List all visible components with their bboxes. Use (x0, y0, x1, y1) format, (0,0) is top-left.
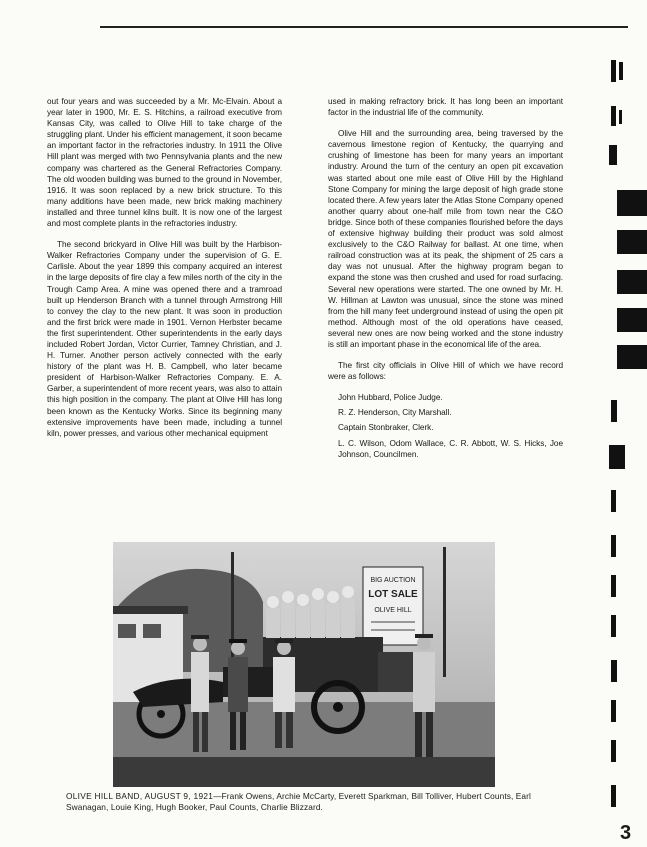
official-item: L. C. Wilson, Odom Wallace, C. R. Abbott, W. S. Hicks, Joe Johnson, Councilmen. (338, 438, 563, 459)
right-paragraph-3: The first city officials in Olive Hill of which we have record were as follows: (328, 361, 563, 382)
left-column (47, 96, 282, 449)
official-item: R. Z. Henderson, City Marshall. (338, 408, 452, 418)
right-column (328, 96, 563, 464)
auction-sign (363, 567, 423, 645)
photo-illustration (113, 542, 495, 787)
right-paragraph-1: used in making refractory brick. It has long been an important factor in the industrial life of the community. (328, 97, 563, 118)
sign-line-2: LOT SALE (368, 589, 418, 600)
spiral-binding-edge (607, 40, 647, 820)
sign-line-3: OLIVE HILL (374, 607, 412, 614)
official-item: Captain Stonbraker, Clerk. (338, 423, 434, 433)
sign-line-1: BIG AUCTION (370, 577, 416, 584)
right-paragraph-2: Olive Hill and the surrounding area, being traversed by the cavernous limestone region of Kentucky, the quarrying and crushing of limestone has been for many years an important industry. Around the turn of the century an open pit excavation was started about one mile east of Olive Hill by the Highland Stone Company for mining the large deposit of high grade stone located there. A few years later the Atlas Stone Company opened another quarry about one-half mile from town near the C&O bridge. Since both of these companies flourished before the days of extensive highway building their product was sold almost exclusively to the C&O Railway for ballast. At one time, when railroad construction was at its peak, the shipment of 25 cars a day was not unusual. After the highway program began to expand the stone was then crushed and used for road surfacing. Several new operations were started. The one owned by Mr. H. W. Hillman at Lawton was unusual, since the stone was mined from the hill many feet underground instead of using the open pit method. Although most of the old operations have ceased, several new ones are now being worked and the stone industry is still an important phase in the economical life of the area. (328, 129, 563, 349)
left-paragraph-1: out four years and was succeeded by a Mr. Mc-Elvain. About a year later in 1900, Mr. E. S. Hitchins, a railroad executive from Kansas City, was called to Olive Hill to take charge of the struggling plant. Under his efficient management, it soon became an important factor in the refractories industry. In 1911 the Olive Hill plant was merged with two Pennsylvania plants and the new company was chartered as the General Refractories Company. The old wooden building was burned to the ground in November, 1916. It was soon replaced by a new brick structure. To this many additions have been made, new brick making machinery installed and three tunnel kilns built. It is now one of the largest and most complete plants in the refractories industry. (47, 97, 282, 229)
photo-caption (66, 791, 566, 813)
band-photograph (113, 542, 495, 787)
officials-list (328, 392, 563, 459)
top-rule (100, 26, 628, 28)
left-paragraph-2: The second brickyard in Olive Hill was built by the Harbison-Walker Refractories Company under the supervision of G. E. Carlisle. About the year 1899 this company acquired an interest in the large deposits of fire clay a few miles north of the city in the Trough Camp Area. A mine was opened there and a tramroad built up Henderson Branch with a tunnel through Armstrong Hill to convey the clay to the new plant. It was soon in production and the first brick were made in 1901. Vernon Herbster became the first superintendent. Other superintendents in the early days included Robert Jordan, Victor Currier, Tamney Christian, and J. H. Turner. Another person actively connected with the early history of the plant was H. B. Campbell, who later became president of Harbison-Walker Refractories Company. E. A. Garber, a superintendent of more recent years, was also to attain this high position in the company. The plant at Olive Hill has long been known as the Kentucky Works. Since its beginning many extensive improvements have been made, including a tunnel kiln, power presses, and various other mechanical equipment (47, 240, 282, 438)
caption-names: —Frank Owens, Archie McCarty, Everett Sparkman, Bill Tolliver, Hubert Counts, Earl Swanagan, Louie King, Hugh Booker, Paul Counts, Charlie Blizzard. (66, 791, 531, 812)
official-item: John Hubbard, Police Judge. (338, 393, 443, 403)
page-number: 3 (620, 822, 632, 844)
caption-title: OLIVE HILL BAND, AUGUST 9, 1921 (66, 791, 214, 801)
